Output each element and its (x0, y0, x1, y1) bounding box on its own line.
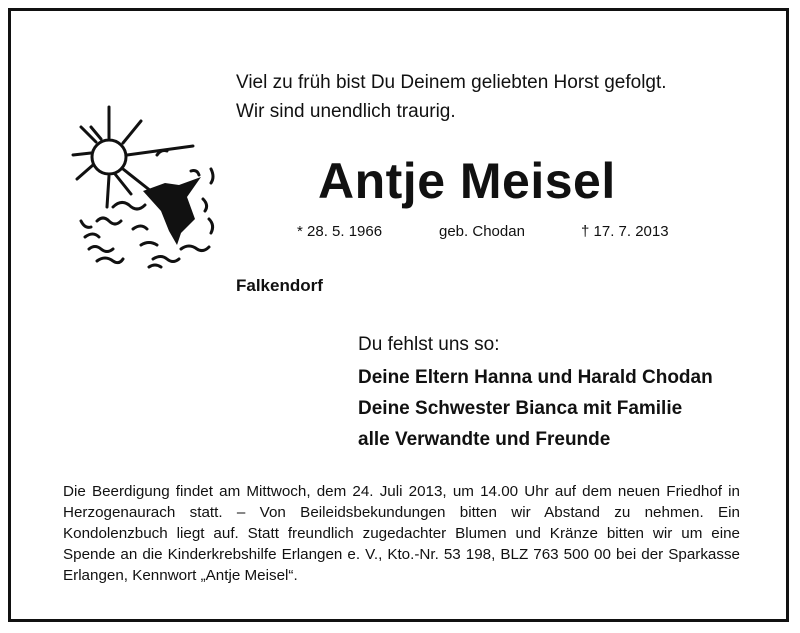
intro-line-1: Viel zu früh bist Du Deinem geliebten Horst gefolgt. (236, 72, 667, 93)
birth-date: * 28. 5. 1966 (297, 223, 383, 240)
mourners-list (358, 362, 713, 455)
intro-line-2: Wir sind unendlich traurig. (236, 101, 456, 122)
deceased-name: Antje Meisel (318, 153, 616, 209)
obituary-notice (8, 8, 789, 622)
mourner-line-parents: Deine Eltern Hanna und Harald Chodan (358, 367, 713, 388)
funeral-details: Die Beerdigung findet am Mittwoch, dem 24. Juli 2013, um 14.00 Uhr auf dem neuen Friedhof in Herzogenaurach statt. – Von Beileidsbekundungen bitten wir Abstand zu nehmen. Ein Kondolenzbuch liegt auf. Statt freundlich zugedachter Blumen und Kränze bitten wir um eine Spende an die Kinderkrebshilfe Erlangen e. V., Kto.-Nr. 53 198, BLZ 763 500 00 bei der Sparkasse Erlangen, Kennwort „Antje Meisel“. (63, 483, 740, 584)
place-of-residence: Falkendorf (236, 276, 323, 295)
mourner-line-sister: Deine Schwester Bianca mit Familie (358, 398, 683, 419)
maiden-name: geb. Chodan (439, 223, 525, 240)
sun-bird-drawing-icon (61, 99, 221, 269)
intro-text (236, 68, 667, 126)
mourners-heading: Du fehlst uns so: (358, 334, 500, 355)
death-date: † 17. 7. 2013 (581, 223, 669, 240)
mourner-line-relatives: alle Verwandte und Freunde (358, 429, 611, 450)
